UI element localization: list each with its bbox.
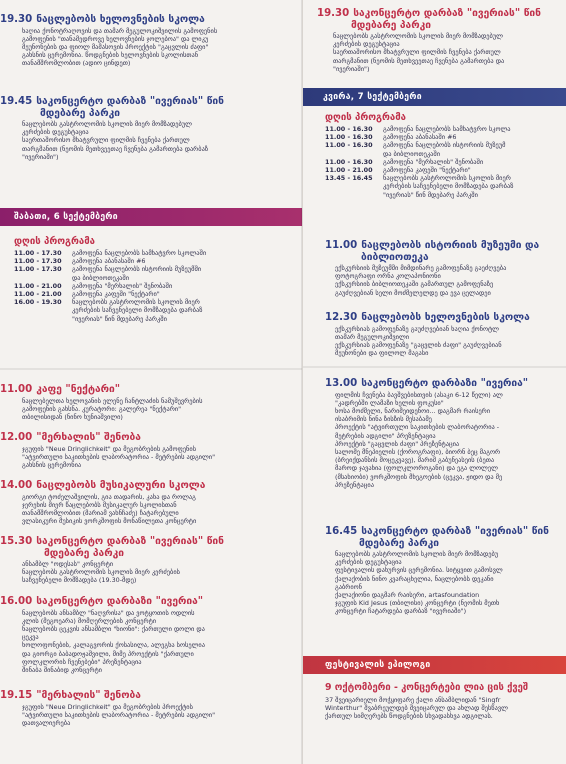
table-row: "ივერიას" წინ მდებარე პარკში xyxy=(72,314,167,323)
list-item: (ბრეიქდანსის მოცეკვავე), მარიშ გაბუნეასეის (ბეთა xyxy=(335,456,566,464)
event-title: 12.30 ნაცლებობს ხელოვნების სკოლა xyxy=(325,312,530,323)
list-item: კერძების დეგუსტაცია xyxy=(333,40,566,48)
event-block xyxy=(0,480,302,525)
event-block xyxy=(0,96,302,161)
event-title: 19.45 საკონცერტო დარბაზ "ივერიას" წინ xyxy=(0,96,224,107)
list-item: ექსკურსიის ბიბლიოთეკაში გამართულ გამოფენაზე xyxy=(335,280,566,288)
event-block xyxy=(0,14,302,68)
list-item: ჯგუფის "Neue Dringlichkeit" და მეგობრების პროექტის xyxy=(22,703,302,711)
event-subtitle: ბიბლიოთეკა xyxy=(361,251,429,263)
list-item: და გიორგი ბაბადოჟაშვილი, მიმე პროექტის "ქართული xyxy=(22,650,302,658)
list-item: კერძების დეგუსტაცია xyxy=(335,558,566,566)
event-details xyxy=(303,550,566,616)
table-row: 11.00 - 21.00 გამოფენა კაფეში "ნექტარი" xyxy=(14,290,160,299)
list-item: ფილმის ჩვენება ბავშვებისთვის (ასაკი 6-12 წელი) ალ xyxy=(335,391,566,399)
table-row: და ბიბლიოთეკაში xyxy=(72,273,130,282)
event-block xyxy=(303,378,566,489)
list-item: ნაცლებობს ცეკვის ანსამბლი "ხიონი": ქართული დოლი და xyxy=(22,625,302,633)
list-item: ცეკვა xyxy=(22,633,302,641)
epilogue-band: ფესტივალის ეპილოგი xyxy=(303,656,566,674)
list-item: "ატვირთული საკითხების ლაბორატორია - მეტრების ადგილი" xyxy=(22,711,302,719)
list-item: ნაცლებობს გასტროლომის სკოლის მიერ მომზადებულ xyxy=(333,32,566,40)
table-row: 11.00 - 16.30 გამოფენა "მერხალის" შენობაში xyxy=(325,157,484,166)
list-item: კლის (მეგოეარა) მომღერლების კონცერტი xyxy=(22,617,302,625)
list-item: თანამშრომლობით (ადიო ცინდეთ) xyxy=(22,59,302,67)
event-title: 14.00 ნაცლებობს მუსიკალური სკოლა xyxy=(0,480,206,491)
sunday-band: კვირა, 7 სექტემბერი xyxy=(303,88,566,106)
event-details xyxy=(303,391,566,489)
list-item: ქალაქიონი დაგმარ რაისერი, artasfoundation xyxy=(335,591,566,599)
list-item: ფოტოგრაფი ორნა კოლაპონიონი xyxy=(335,272,566,280)
event-details xyxy=(303,32,566,73)
list-item: პროექტის "გაცვლის ძაფი" პრეზენტაცია xyxy=(335,440,566,448)
list-item: დათვალიერება xyxy=(22,719,302,727)
list-item: მეუნონები და ფილოლ მაგასი xyxy=(335,349,566,357)
epilogue-line: 37 შვეიცარიელი მოჭყიფარე ქალი ანსამბლიდან "Singfr xyxy=(325,695,501,704)
event-title: 19.30 ნაცლებობს ხელოვნების სკოლა xyxy=(0,14,205,25)
event-subtitle: მდებარე პარკი xyxy=(44,547,124,559)
fold-crease xyxy=(0,368,302,370)
list-item: ნაცლებობს გასტროლომის სკოლის მიერ მომზადებულ xyxy=(22,120,302,128)
event-block xyxy=(0,596,302,674)
list-item: საერთაშორისო მხატვრული ფილმის ჩვენება ქართულ xyxy=(333,48,566,56)
list-item: კერძების დეგუსტაცია xyxy=(22,128,302,136)
list-item: ჯგუფის Kid Jesus (თბილისი) კონცერტი (ნეომის მეთხ xyxy=(335,599,566,607)
event-title: 13.00 საკონცერტო დარბაზი "ივერია" xyxy=(325,378,529,389)
event-details xyxy=(0,120,302,161)
event-block xyxy=(303,526,566,616)
list-item: გამოფენის გახსნა. კურატორი: გალერეა "ნექტარი" xyxy=(22,405,302,413)
epilogue-block xyxy=(303,682,566,720)
event-details xyxy=(0,27,302,68)
table-row: კერძების საჩვენებელი მომზადება დარბაზ xyxy=(383,182,514,191)
event-details xyxy=(303,264,566,297)
fold-crease xyxy=(303,366,566,368)
table-row: 11.00 - 16.30 გამოფენა აბანასაში #6 xyxy=(325,133,457,142)
table-row: კერძების საჩვენებელი მომზადება დარბაზ xyxy=(72,306,203,315)
list-item: თანამშრომლობით (მარიამ ვახნჩაძე) ჩატარებული xyxy=(22,509,302,517)
event-title: 16.00 საკონცერტო დარბაზი "ივერია" xyxy=(0,596,204,607)
list-item: ნაცლებობს გასტროლომის სკოლის მიერ მომზადებუ xyxy=(335,550,566,558)
list-item: საჩვენებელი მომზადება (19.30-მდე) xyxy=(22,576,302,584)
right-column xyxy=(302,0,566,764)
day-program-heading: დღის პროგრამა xyxy=(325,112,406,123)
day-program xyxy=(0,236,302,323)
table-row: 11.00 - 17.30 გამოფენა ნაცლებობს სამხატვრო სკოლაში xyxy=(14,249,207,257)
event-title: 15.30 საკონცერტო დარბაზ "ივერიას" წინ xyxy=(0,536,224,547)
list-item: გახსნის ცერემონია xyxy=(22,461,302,469)
table-row: 13.45 - 16.45 ნაცლებობს გასტროლომის სკოლის მიერ xyxy=(325,174,511,183)
list-item: სალომე მნეპიელის (ქოროგრაფი), ბიორნ ბეც მაგორ xyxy=(335,448,566,456)
list-item: "ატვირთული საკითხების ლაბორატორია - მეტრების ადგილი" xyxy=(22,453,302,461)
event-block xyxy=(0,384,302,421)
list-item: "კადრებში ლამაზი ხელის ფოკუსი" xyxy=(335,399,566,407)
event-block xyxy=(303,312,566,357)
table-row: 11.00 - 21.00 გამოფენა კაფეში "ნექტარი" xyxy=(325,166,471,175)
list-item: "ივერიაში") xyxy=(333,65,566,73)
event-subtitle: მდებარე პარკი xyxy=(351,19,431,31)
table-row: 11.00 - 17.30 გამოფენა ნაცლებობს ისტორიის მუზეუმში xyxy=(14,265,202,274)
list-item: (მსახიობი) ვორკშოფის მხეგოების (ცეკვა, ჟიდო და მე xyxy=(335,473,566,481)
event-title: 19.15 "მერხალის" შენობა xyxy=(0,690,141,701)
table-row: და ბიბლიოთეკაში xyxy=(383,149,441,158)
list-item: ნაცლებელთა ხელოვანის ელენე ჩანტლაძის ნამუშევრების xyxy=(22,397,302,405)
event-title: 16.45 საკონცერტო დარბაზ "ივერიას" წინ xyxy=(325,526,549,537)
list-item: მეუნონების და ფიოლ მამასოვის პროექტის "გაცვლის ძაფი" xyxy=(22,43,302,51)
list-item: ფესტივალის დახურვის ცერემონია. სიტყვით გამოსვლ xyxy=(335,566,566,574)
event-details xyxy=(0,560,302,585)
list-item: პროექტის "ატვირთული საკითხების ლაბორატორია - xyxy=(335,423,566,431)
event-details xyxy=(0,397,302,422)
event-block xyxy=(303,8,566,73)
list-item: გაუძღვებიან სელი მოძმელელდე და ევა ცელადეი xyxy=(335,289,566,297)
list-item: "ივერიაში") xyxy=(22,153,302,161)
list-item: თარგმანით (ნეომის მეთხვეეთაე ჩვენება გამართება დარბაზ xyxy=(22,145,302,153)
list-item: ექსკურსიას გამოფენაზე "გაცვლის ძაფი" გაუძღვებიან xyxy=(335,341,566,349)
table-row: "ივერიას" წინ მდებარე პარკში xyxy=(383,190,478,199)
event-title: 19.30 საკონცერტო დარბაზ "ივერიას" წინ xyxy=(317,8,541,19)
list-item: ნაცლებობს გასტროლომის სკოლის მიერ კერძების xyxy=(22,568,302,576)
event-title: 12.00 "მერხალის" შენობა xyxy=(0,432,141,443)
table-row: 11.00 - 21.00 გამოფენა "მერხალის" შენობაში xyxy=(14,281,173,290)
list-item: ექსკურსიას გამოფენაზე გაუძღვებიან ხაღია ქონოტლ xyxy=(335,325,566,333)
list-item: პრეზენტაცია xyxy=(335,481,566,489)
event-details xyxy=(303,325,566,358)
list-item: მაროდ ჯავახია (ფოლკლოროგანი) და ეგა ლოლელ xyxy=(335,464,566,472)
event-title: 11.00 ნაცლებობს ისტორიის მუზეუმი და xyxy=(325,240,540,251)
list-item: საერთაშორისო მხატვრული ფილმის ჩვენება ქართულ xyxy=(22,136,302,144)
epilogue-title: 9 ოქტომბერი - კონცერტები ლია ცის ქვეშ xyxy=(325,682,529,693)
table-row: 11.00 - 16.30 გამოფენა ნაცლებობს სამხატვრო სკოლა xyxy=(325,125,511,133)
day-program-heading: დღის პროგრამა xyxy=(14,236,95,247)
table-row: 11.00 - 17.30 გამოფენა აბანასაში #6 xyxy=(14,257,146,266)
event-details xyxy=(0,445,302,470)
event-details xyxy=(0,703,302,728)
event-block xyxy=(0,690,302,727)
list-item: გიორგი ტოძელაშვილის, გია თადარის, კახა და როლაგ xyxy=(22,493,302,501)
event-block xyxy=(303,240,566,297)
list-item: გამოფენის "თანამედროვე ხელოვნების ჯოლებოა" და ლიკუ xyxy=(22,35,302,43)
day-program xyxy=(303,112,566,199)
list-item: ხაღია ქონოტრაღოვის და თამარ მეგულოკიშვილის გამოფენის xyxy=(22,27,302,35)
event-title: 11.00 კაფე "ნექტარი" xyxy=(0,384,121,395)
list-item: ჯერეხის მიერ წაცლებობს მუსიკალურ სკოლისთან xyxy=(22,501,302,509)
list-item: ხოლოფონების, კალაგვორის ქოსასილა, ალეგხა სოსელია xyxy=(22,641,302,649)
saturday-band: შაბათი, 6 სექტემბერი xyxy=(0,208,302,226)
list-item: შინაბა შინაბიდ კონცერტი xyxy=(22,666,302,674)
list-item: თარგმანით (ნეომის მეთხვეეთაე ჩვენება გამართება და xyxy=(333,57,566,65)
event-block xyxy=(0,536,302,585)
list-item: გახსნის ცერემონია. წოდგნების ხელოვნების სკოლისთან xyxy=(22,51,302,59)
event-details xyxy=(0,493,302,526)
event-subtitle: მდებარე პარკი xyxy=(359,537,439,549)
list-item: გაბრიონ xyxy=(335,583,566,591)
event-subtitle: მდებარე პარკი xyxy=(40,107,120,119)
list-item: ფოლკლორის ჩვენებები" პრეზენტაცია xyxy=(22,658,302,666)
list-item: ისაბრიმის ნინა ზისზის მესაბამე xyxy=(335,415,566,423)
list-item: ექსკურსიის მუზეუმში მიმდინარე გამოფენაზე გაეძღვება xyxy=(335,264,566,272)
event-block xyxy=(0,432,302,469)
list-item: მეტრების ადგილი" პრეზენტაცია xyxy=(335,432,566,440)
schedule-table xyxy=(0,249,206,323)
list-item: ნაცლებობს ანსამბლ "ნაღვრისა" და ვოტყოთის ოდლის xyxy=(22,609,302,617)
list-item: ხოსა მოძმელი, ნარიმეიდენოი... დაგმარ რაისერი xyxy=(335,407,566,415)
list-item: ჯგუფის "Neue Dringlichkeit" და მეგობრების გამოფენის xyxy=(22,445,302,453)
list-item: ანსამბლ "ოდესას" კონცერტი xyxy=(22,560,302,568)
schedule-table xyxy=(311,125,513,199)
table-row: 16.00 - 19.30 ნაცლებობს გასტროლომის სკოლის მიერ xyxy=(14,298,200,307)
table-row: 11.00 - 16.30 გამოფენა ნაცლებობს ისტორიის მუზეუმ xyxy=(325,141,506,150)
list-item: ვლასიკური მუსიკის ვორკშოფის მონაწილეთა კონცერტი xyxy=(22,517,302,525)
list-item: თამარ მეგულოკიშვილი xyxy=(335,333,566,341)
event-details xyxy=(0,609,302,675)
list-item: თბილისიდან (ნინო ხუნიაშვილი) xyxy=(22,413,302,421)
list-item: ქალაქობის ნინო კვარაცხელია, ნაცლებობს დეკანი xyxy=(335,575,566,583)
epilogue-line: ქართულ სიმღერებს წოდგნების სხვადასხვა ადგილას. xyxy=(325,711,493,720)
list-item: კონცერტი ჩატარდება დარბაზ "ივერიაში") xyxy=(335,607,566,615)
epilogue-line: Winterthur" შვაბრეულდებ შვეიცარულ და ახლად შესწავლ xyxy=(325,703,508,712)
